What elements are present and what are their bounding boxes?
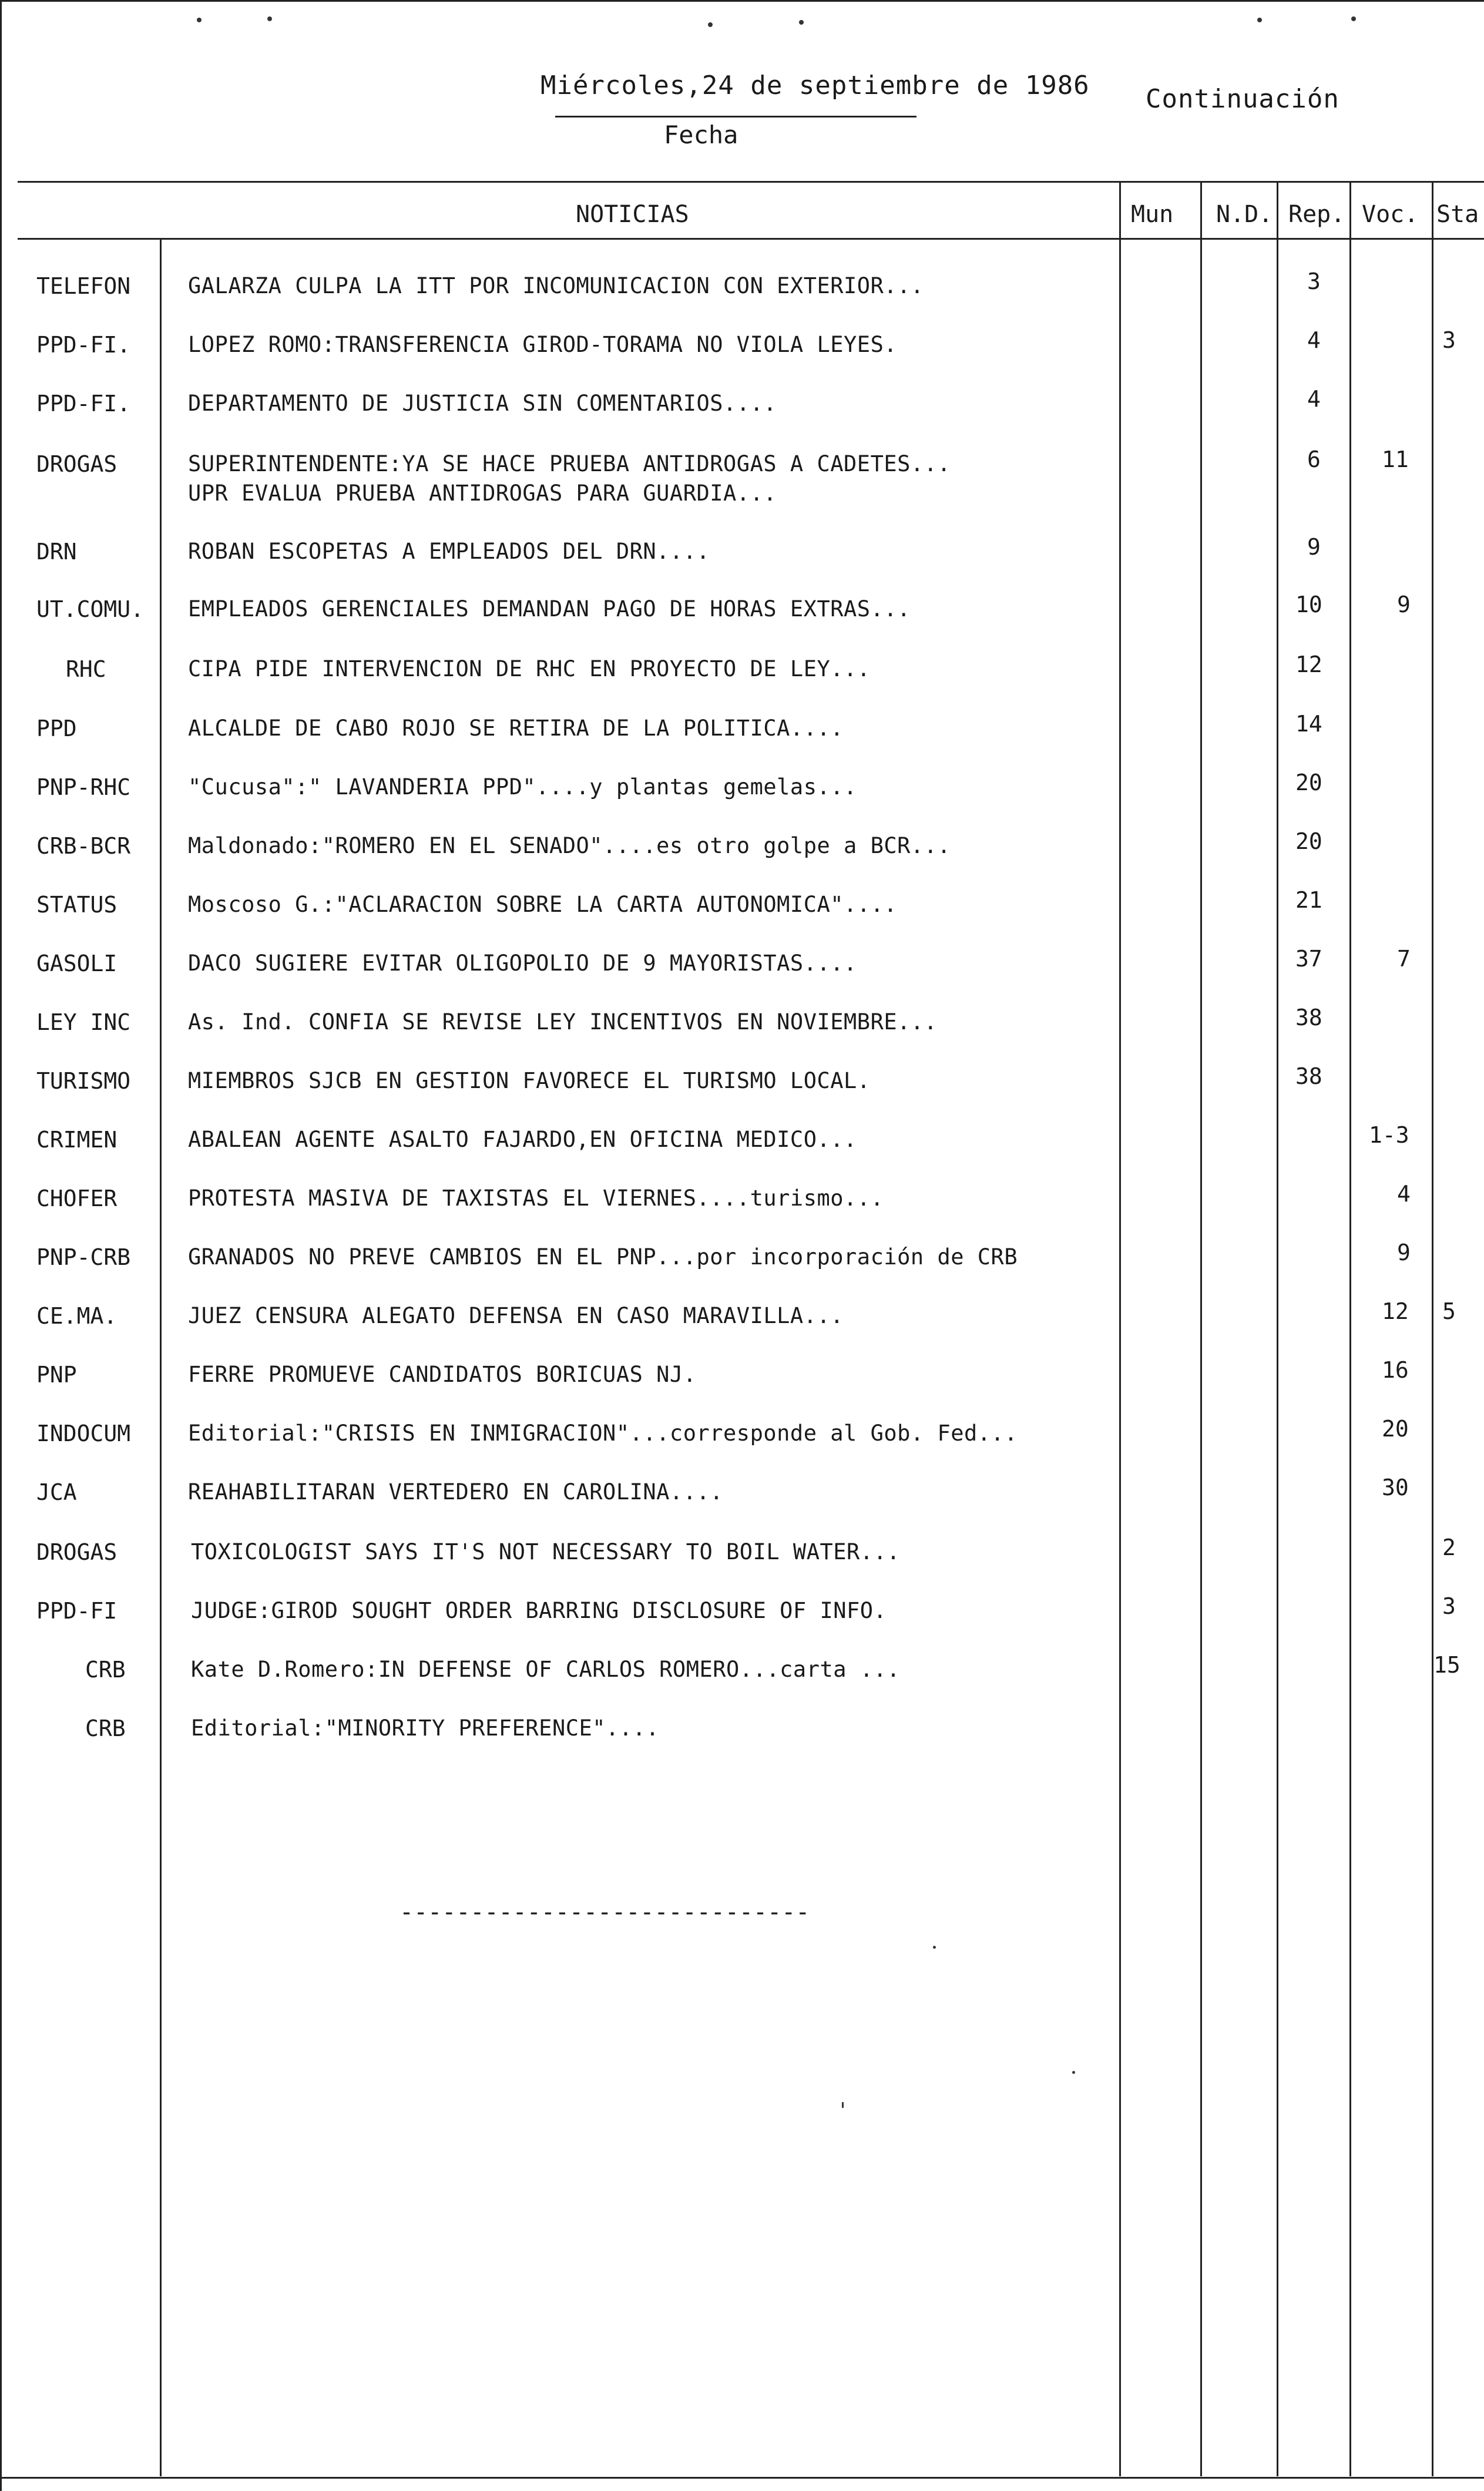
row-rep-page: 12 [1295, 652, 1322, 677]
column-header-mun: Mun [1131, 201, 1174, 228]
table-header-bottom-line [18, 238, 1484, 240]
row-code: RHC [66, 656, 106, 682]
row-headline: DEPARTAMENTO DE JUSTICIA SIN COMENTARIOS.... [188, 391, 777, 416]
end-separator: ----------------------------- [399, 1899, 810, 1926]
row-rep-page: 38 [1295, 1005, 1322, 1030]
row-code: GASOLI [36, 951, 117, 976]
scan-speck [842, 2102, 844, 2108]
row-rep-page: 3 [1307, 268, 1321, 294]
row-headline: "Cucusa":" LAVANDERIA PPD"....y plantas gemelas... [188, 774, 857, 800]
column-header-voc: Voc. [1362, 201, 1419, 228]
row-headline: GRANADOS NO PREVE CAMBIOS EN EL PNP...por incorporación de CRB [188, 1244, 1018, 1270]
table-top-line [18, 181, 1484, 183]
row-sta-page: 15 [1433, 1652, 1461, 1678]
row-headline: JUDGE:GIROD SOUGHT ORDER BARRING DISCLOSURE OF INFO. [191, 1598, 887, 1623]
row-voc-page: 9 [1397, 592, 1411, 617]
row-voc-page: 1-3 [1369, 1122, 1409, 1148]
row-headline: As. Ind. CONFIA SE REVISE LEY INCENTIVOS EN NOVIEMBRE... [188, 1009, 938, 1035]
page-border-left [0, 0, 2, 2491]
row-rep-page: 20 [1295, 770, 1322, 795]
row-voc-page: 16 [1382, 1357, 1409, 1383]
row-rep-page: 21 [1295, 887, 1322, 913]
page-border-bottom [0, 2477, 1484, 2479]
row-headline-second-line: UPR EVALUA PRUEBA ANTIDROGAS PARA GUARDIA... [188, 481, 777, 506]
row-code: CRIMEN [36, 1127, 117, 1153]
row-code: PPD-FI [36, 1598, 117, 1624]
page-border-top [0, 0, 1484, 2]
row-code: CHOFER [36, 1186, 117, 1211]
row-rep-page: 6 [1307, 446, 1321, 472]
row-headline: EMPLEADOS GERENCIALES DEMANDAN PAGO DE HORAS EXTRAS... [188, 596, 911, 622]
row-rep-page: 20 [1295, 828, 1322, 854]
row-headline: SUPERINTENDENTE:YA SE HACE PRUEBA ANTIDROGAS A CADETES... [188, 451, 951, 476]
column-header-sta: Sta [1436, 201, 1479, 228]
row-code: PPD-FI. [36, 332, 131, 358]
row-rep-page: 9 [1307, 534, 1321, 560]
row-sta-page: 3 [1442, 1593, 1456, 1619]
date-underline [555, 116, 916, 118]
scan-speck [1072, 2071, 1075, 2074]
row-rep-page: 4 [1307, 327, 1321, 353]
row-code: PPD [36, 716, 77, 741]
continuation-label: Continuación [1146, 84, 1339, 114]
report-date: Miércoles,24 de septiembre de 1986 [540, 70, 1090, 100]
rep-column-divider [1277, 181, 1278, 2476]
nd-column-divider [1200, 181, 1202, 2476]
row-headline: Moscoso G.:"ACLARACION SOBRE LA CARTA AUTONOMICA".... [188, 892, 898, 917]
row-voc-page: 20 [1382, 1416, 1409, 1442]
row-headline: Kate D.Romero:IN DEFENSE OF CARLOS ROMERO...carta ... [191, 1657, 901, 1682]
scan-speck [197, 18, 202, 22]
row-rep-page: 14 [1295, 711, 1322, 737]
row-sta-page: 5 [1442, 1298, 1456, 1324]
code-column-divider [160, 238, 162, 2476]
row-code: DROGAS [36, 451, 117, 477]
row-voc-page: 30 [1382, 1475, 1409, 1500]
row-headline: MIEMBROS SJCB EN GESTION FAVORECE EL TURISMO LOCAL. [188, 1068, 871, 1093]
row-code: TELEFON [36, 273, 131, 299]
column-header-rep: Rep. [1288, 201, 1345, 228]
row-headline: FERRE PROMUEVE CANDIDATOS BORICUAS NJ. [188, 1362, 697, 1387]
row-headline: CIPA PIDE INTERVENCION DE RHC EN PROYECTO DE LEY... [188, 656, 871, 682]
row-headline: JUEZ CENSURA ALEGATO DEFENSA EN CASO MARAVILLA... [188, 1303, 844, 1328]
row-headline: Maldonado:"ROMERO EN EL SENADO"....es otro golpe a BCR... [188, 833, 951, 858]
row-code: CRB-BCR [36, 833, 131, 859]
row-rep-page: 10 [1295, 592, 1322, 617]
row-code: DRN [36, 539, 77, 565]
scan-speck [267, 16, 272, 21]
row-headline: ALCALDE DE CABO ROJO SE RETIRA DE LA POLITICA.... [188, 716, 844, 741]
mun-column-divider [1119, 181, 1121, 2476]
row-headline: LOPEZ ROMO:TRANSFERENCIA GIROD-TORAMA NO VIOLA LEYES. [188, 332, 898, 357]
row-voc-page: 7 [1397, 946, 1411, 972]
row-code: UT.COMU. [36, 596, 145, 622]
row-headline: DACO SUGIERE EVITAR OLIGOPOLIO DE 9 MAYORISTAS.... [188, 951, 857, 976]
column-header-nd: N.D. [1216, 201, 1273, 228]
row-code: CRB [85, 1657, 126, 1683]
row-headline: GALARZA CULPA LA ITT POR INCOMUNICACION CON EXTERIOR... [188, 273, 924, 298]
date-label: Fecha [664, 120, 738, 149]
row-code: CRB [85, 1716, 126, 1741]
row-rep-page: 38 [1295, 1063, 1322, 1089]
row-rep-page: 37 [1295, 946, 1322, 972]
voc-column-divider [1349, 181, 1351, 2476]
row-voc-page: 12 [1382, 1298, 1409, 1324]
row-code: CE.MA. [36, 1303, 117, 1329]
row-rep-page: 4 [1307, 386, 1321, 412]
row-code: PNP-CRB [36, 1244, 131, 1270]
scan-speck [708, 22, 713, 27]
row-code: DROGAS [36, 1539, 117, 1565]
row-headline: Editorial:"CRISIS EN INMIGRACION"...corresponde al Gob. Fed... [188, 1421, 1018, 1446]
row-code: STATUS [36, 892, 117, 918]
row-code: JCA [36, 1479, 77, 1505]
row-sta-page: 3 [1442, 327, 1456, 353]
row-code: TURISMO [36, 1068, 131, 1094]
row-voc-page: 11 [1382, 446, 1409, 472]
row-sta-page: 2 [1442, 1535, 1456, 1560]
row-code: LEY INC [36, 1009, 131, 1035]
row-headline: REAHABILITARAN VERTEDERO EN CAROLINA.... [188, 1479, 724, 1505]
row-headline: ABALEAN AGENTE ASALTO FAJARDO,EN OFICINA MEDICO... [188, 1127, 857, 1152]
row-code: PNP-RHC [36, 774, 131, 800]
row-headline: TOXICOLOGIST SAYS IT'S NOT NECESSARY TO BOIL WATER... [191, 1539, 901, 1565]
row-headline: PROTESTA MASIVA DE TAXISTAS EL VIERNES....turismo... [188, 1186, 884, 1211]
scan-speck [1257, 18, 1262, 22]
scan-speck [933, 1946, 936, 1949]
row-code: INDOCUM [36, 1421, 131, 1446]
row-code: PPD-FI. [36, 391, 131, 417]
column-header-noticias: NOTICIAS [576, 201, 689, 228]
row-voc-page: 4 [1397, 1181, 1411, 1207]
row-headline: ROBAN ESCOPETAS A EMPLEADOS DEL DRN.... [188, 539, 710, 564]
scan-speck [1351, 16, 1356, 21]
scan-speck [799, 20, 804, 25]
row-headline: Editorial:"MINORITY PREFERENCE".... [191, 1716, 660, 1741]
row-code: PNP [36, 1362, 77, 1388]
row-voc-page: 9 [1397, 1240, 1411, 1265]
sta-column-divider [1432, 181, 1433, 2476]
